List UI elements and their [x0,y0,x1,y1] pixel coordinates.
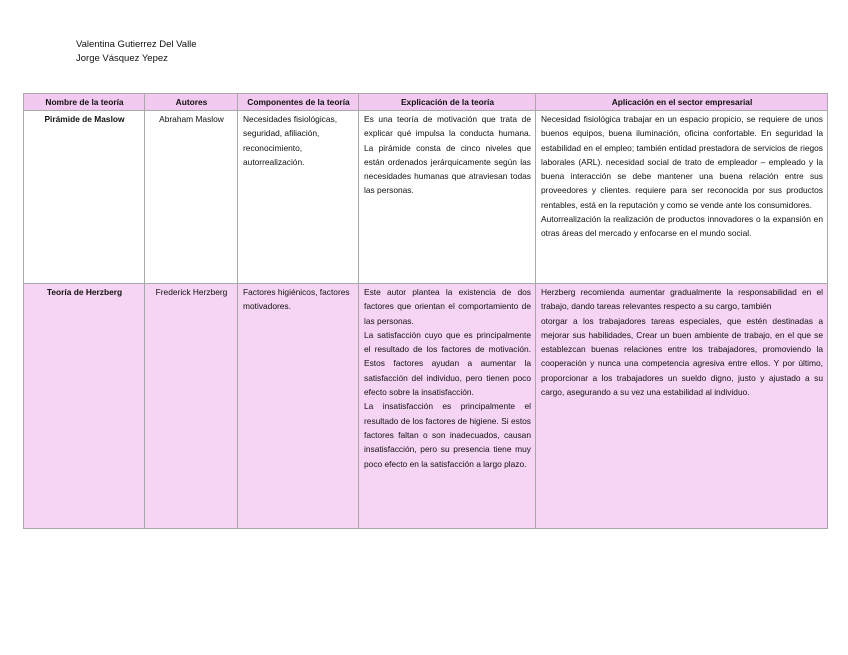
explanation-paragraph: La satisfacción cuyo que es principalmente el resultado de los factores de motivación. Estos factores ayudan a aumentar la satisfacción del individuo, pero tienen poco efecto sobre la insatisfacción. [364,329,531,398]
author-name: Jorge Vásquez Yepez [76,53,168,64]
header-explanation: Explicación de la teoría [359,94,536,111]
theory-authors-cell: Frederick Herzberg [145,284,238,529]
application-paragraph: Necesidad fisiológica trabajar en un espacio propicio, se requiere de unos buenos equipos, buena iluminación, oficina confortable. En seguridad la estabilidad en el empleo; también entidad prestadora de servicios de riegos laborales (ARL). necesidad social de trato de empleador – empleado y la buena interacción se debe mantener una buena relación entre sus proveedores y clientes. requiere para ser reconocida por sus productos rentables, está en la reputación y como se vende ante los consumidores. [541,114,823,210]
theory-application-cell [536,284,828,529]
application-paragraph: otorgar a los trabajadores tareas especiales, que estén destinadas a mejorar sus habilidades, Crear un buen ambiente de trabajo, en el que se establezcan buenas relaciones entre los trabajadores, promoviendo la cooperación y nunca una competencia agresiva entre ellos. Y por último, proporcionar a los trabajadores un sueldo digno, justo y ajustado a su cargo, asegurando a su vez una estabilidad al individuo. [541,315,823,398]
theory-application-cell [536,111,828,284]
table-header-row [24,94,828,111]
theory-explanation-cell [359,284,536,529]
theory-name-cell: Pirámide de Maslow [24,111,145,284]
author-block [76,38,197,66]
theories-table [23,93,828,529]
explanation-paragraph: Este autor plantea la existencia de dos factores que orientan el comportamiento de las personas. [364,287,531,326]
header-theory-name: Nombre de la teoría [24,94,145,111]
theory-components-cell: Necesidades fisiológicas, seguridad, afiliación, reconocimiento, autorrealización. [238,111,359,284]
header-components: Componentes de la teoría [238,94,359,111]
header-authors: Autores [145,94,238,111]
author-name: Valentina Gutierrez Del Valle [76,39,197,50]
explanation-paragraph: Es una teoría de motivación que trata de explicar qué impulsa la conducta humana. La pirámide consta de cinco niveles que están ordenados jerárquicamente según las necesidades humanas que atraviesan todas las personas. [364,114,531,196]
theory-components-cell: Factores higiénicos, factores motivadores. [238,284,359,529]
header-application: Aplicación en el sector empresarial [536,94,828,111]
table-row [24,111,828,284]
theory-name-cell: Teoría de Herzberg [24,284,145,529]
theory-authors-cell: Abraham Maslow [145,111,238,284]
table-row [24,284,828,529]
application-paragraph: Herzberg recomienda aumentar gradualmente la responsabilidad en el trabajo, dando tareas relevantes respecto a su cargo, también [541,287,823,312]
application-paragraph: Autorrealización la realización de productos innovadores o la expansión en otras áreas del mercado y enfocarse en el mundo social. [541,214,823,239]
explanation-paragraph: La insatisfacción es principalmente el resultado de los factores de higiene. Si estos factores faltan o son inadecuados, causan insatisfacción, pero su presencia tiene muy poco efecto en la satisfacción a largo plazo. [364,401,531,469]
theory-explanation-cell [359,111,536,284]
